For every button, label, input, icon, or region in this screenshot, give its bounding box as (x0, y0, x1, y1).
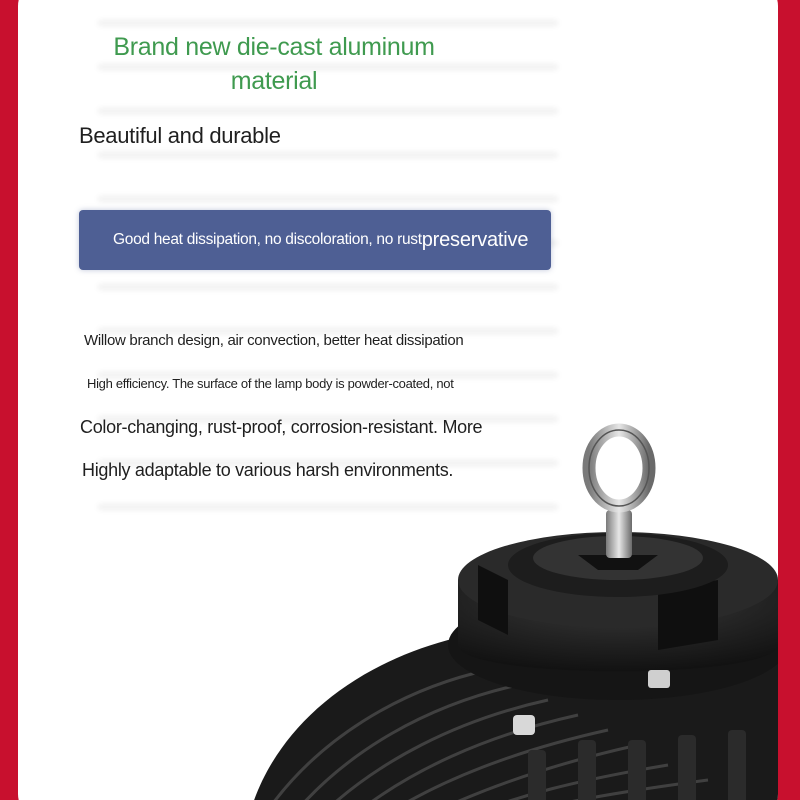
subtitle: Beautiful and durable (79, 123, 281, 148)
feature-line-4: Highly adaptable to various harsh environments. (82, 460, 454, 480)
feature-line-3: Color-changing, rust-proof, corrosion-resistant. More (80, 417, 483, 437)
content-card (18, 0, 778, 800)
heat-sink-fins (248, 630, 778, 800)
banner-text-small: Good heat dissipation, no discoloration, no rust (113, 231, 422, 248)
eye-bolt-icon (589, 430, 649, 558)
feature-banner (79, 210, 551, 270)
title-line-1: Brand new die-cast aluminum (113, 33, 435, 61)
banner-text-large: preservative (421, 228, 529, 251)
page-title (74, 30, 474, 98)
feature-line-1: Willow branch design, air convection, better heat dissipation (84, 332, 464, 349)
title-line-2: material (230, 67, 318, 95)
feature-line-2: High efficiency. The surface of the lamp body is powder-coated, not (87, 376, 454, 391)
lamp-housing (448, 532, 778, 700)
